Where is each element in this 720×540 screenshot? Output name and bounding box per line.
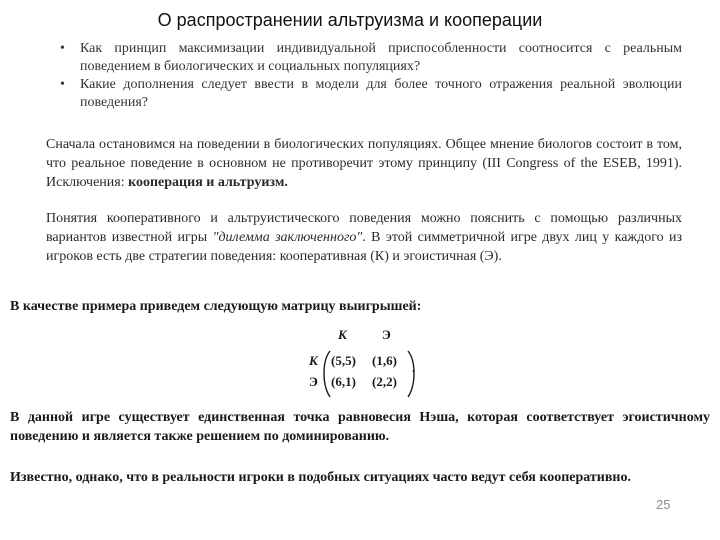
nash-equilibrium-text: В данной игре существует единственная точка равновесия Нэша, которая соответствует эгоистичному поведению и является также решением по доминированию. [10,410,710,444]
row-label: Э [309,374,318,389]
payoff-matrix [300,327,440,399]
row-label: К [309,353,318,368]
paragraph-text: Сначала остановимся на поведении в биологических популяциях. Общее мнение биологов состоит в том, что реальное поведение в основном не противоречит этому принципу (III Congress of the ESEB, 1991). Исключения: [46,137,682,190]
col-label: Э [382,327,391,342]
bullet-icon: • [60,41,65,56]
matrix-period: . [412,360,416,375]
emphasis-text: кооперация и альтруизм. [128,175,288,190]
matrix-brackets [300,327,440,399]
question-list [58,40,682,112]
question-text: Как принцип максимизации индивидуальной приспособленности соотносится с реальным поведением в биологических и социальных популяциях? [80,41,682,74]
paragraph-text: . В этой симметричной игре двух лиц у каждого из игроков есть две стратегии поведения: кооперативная (К) и эгоистичная (Э). [46,230,683,264]
paragraph-text: Понятия кооперативного и альтруистического поведения можно пояснить с помощью различных вариантов известной игры [46,211,682,245]
page-number: 25 [656,497,671,512]
question-item [58,76,682,112]
slide-title: О распространении альтруизма и кооперации [157,10,543,30]
bullet-icon: • [60,77,65,92]
matrix-cell: (5,5) [331,353,356,368]
paragraph-biological [46,135,682,192]
matrix-cell: (2,2) [372,374,397,389]
col-label: К [338,327,347,342]
matrix-cell: (6,1) [331,374,356,389]
paragraph-concepts [46,209,682,266]
question-item [58,40,682,76]
question-text: Какие дополнения следует ввести в модели для более точного отражения реальной эволюции поведения? [80,77,682,110]
matrix-intro: В качестве примера приведем следующую матрицу выигрышей: [10,299,422,314]
cooperative-behavior-text: Известно, однако, что в реальности игроки в подобных ситуациях часто ведут себя кооперативно. [10,470,631,485]
game-name: "дилемма заключенного" [212,230,363,245]
matrix-cell: (1,6) [372,353,397,368]
